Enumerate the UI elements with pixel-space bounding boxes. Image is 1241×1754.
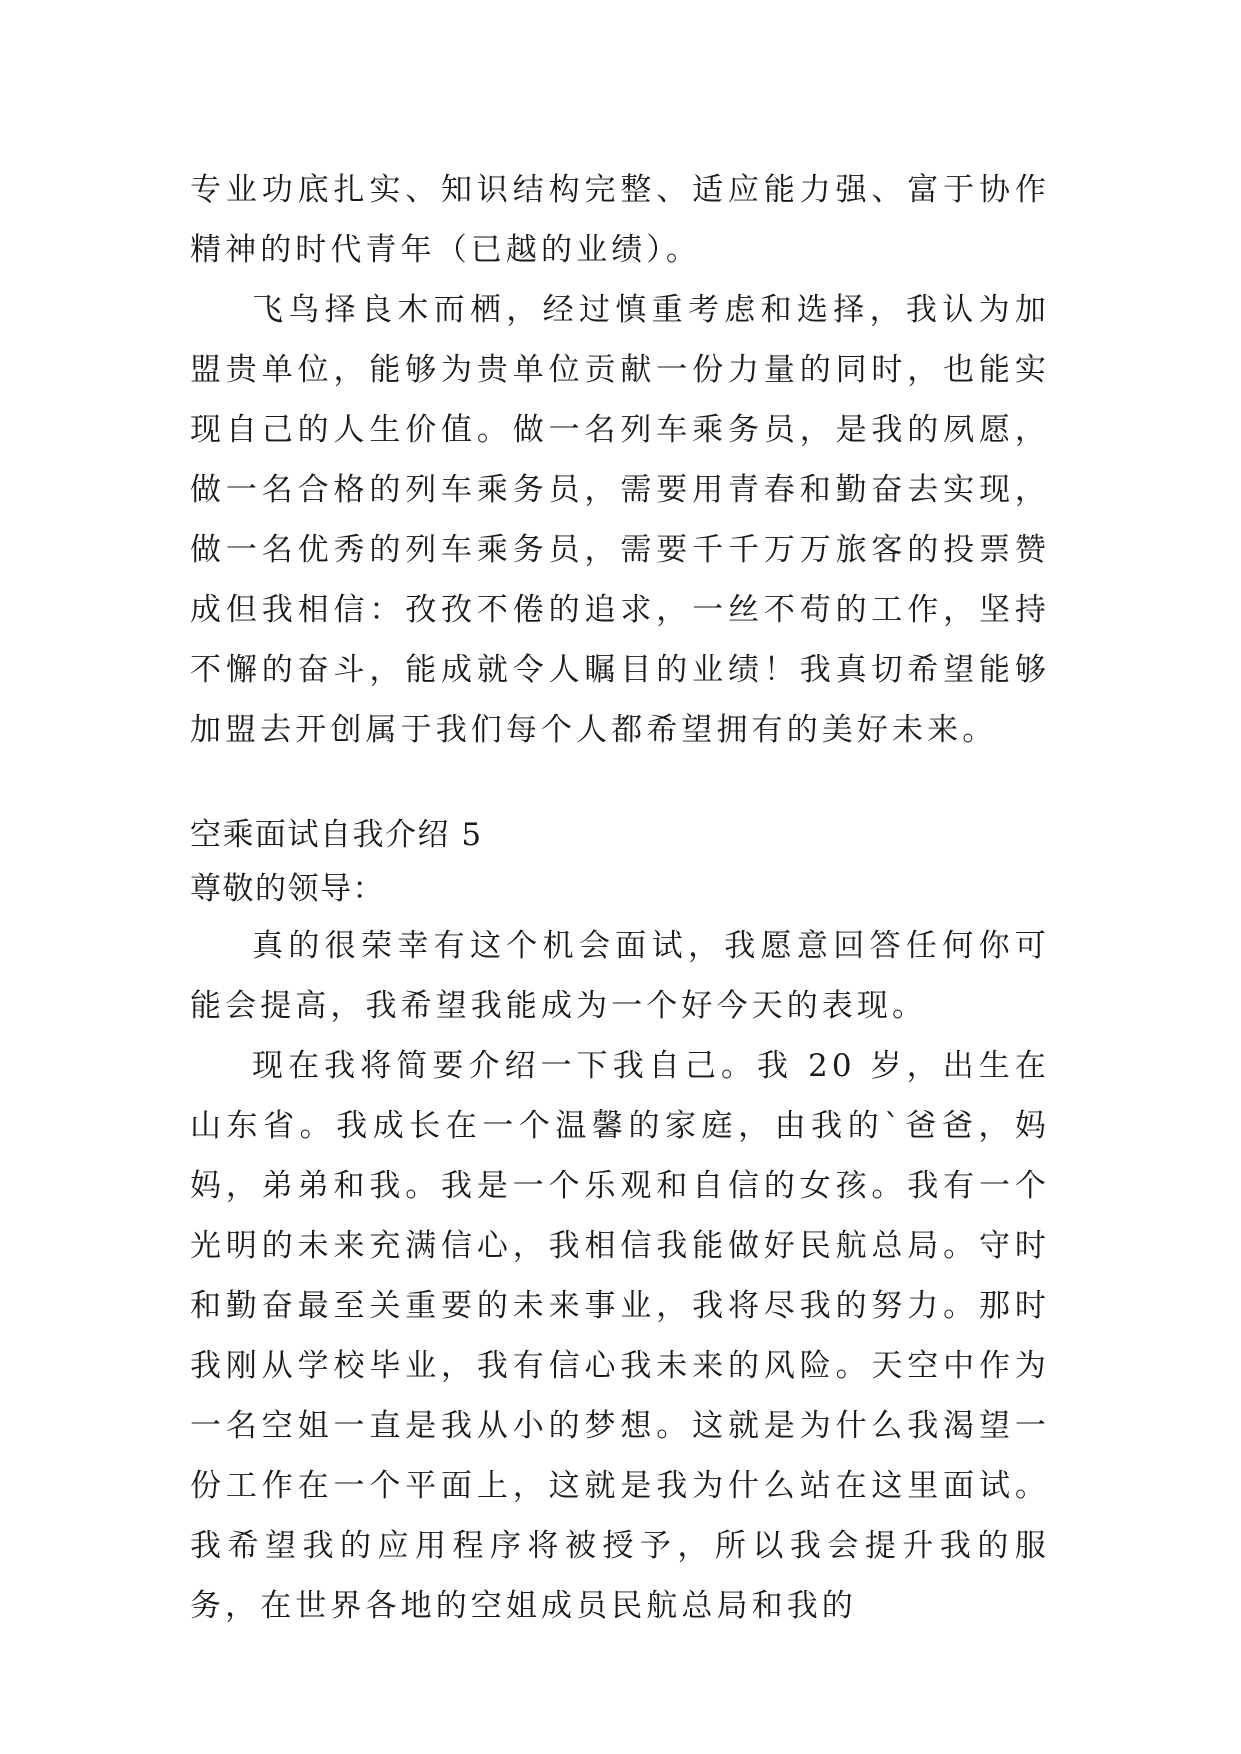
paragraph-self-introduction: 现在我将简要介绍一下我自己。我 20 岁，出生在山东省。我成长在一个温馨的家庭，由我的`爸爸，妈妈，弟弟和我。我是一个乐观和自信的女孩。我有一个光明的未来充满信心，我相信我能做好民航总局。守时和勤奋最至关重要的未来事业，我将尽我的努力。那时我刚从学校毕业，我有信心我未来的风险。天空中作为一名空姐一直是我从小的梦想。这就是为什么我渴望一份工作在一个平面上，这就是我为什么站在这里面试。我希望我的应用程序将被授予，所以我会提升我的服务，在世界各地的空姐成员民航总局和我的 bbox=[190, 1048, 1050, 1624]
paragraph-continuation: 专业功底扎实、知识结构完整、适应能力强、富于协作精神的时代青年（已越的业绩）。 bbox=[190, 172, 1050, 268]
section-heading: 空乘面试自我介绍 5 bbox=[190, 817, 483, 853]
document-page bbox=[190, 160, 1050, 1636]
section-5 bbox=[190, 808, 1050, 1636]
paragraph-motivation: 飞鸟择良木而栖，经过慎重考虑和选择，我认为加盟贵单位，能够为贵单位贡献一份力量的同时，也能实现自己的人生价值。做一名列车乘务员，是我的夙愿，做一名合格的列车乘务员，需要用青春和勤奋去实现，做一名优秀的列车乘务员，需要千千万万旅客的投票赞成但我相信：孜孜不倦的追求，一丝不苟的工作，坚持不懈的奋斗，能成就令人瞩目的业绩！我真切希望能够加盟去开创属于我们每个人都希望拥有的美好未来。 bbox=[190, 292, 1050, 748]
paragraph-opening: 真的很荣幸有这个机会面试，我愿意回答任何你可能会提高，我希望我能成为一个好今天的表现。 bbox=[190, 928, 1050, 1024]
salutation: 尊敬的领导： bbox=[190, 871, 385, 907]
